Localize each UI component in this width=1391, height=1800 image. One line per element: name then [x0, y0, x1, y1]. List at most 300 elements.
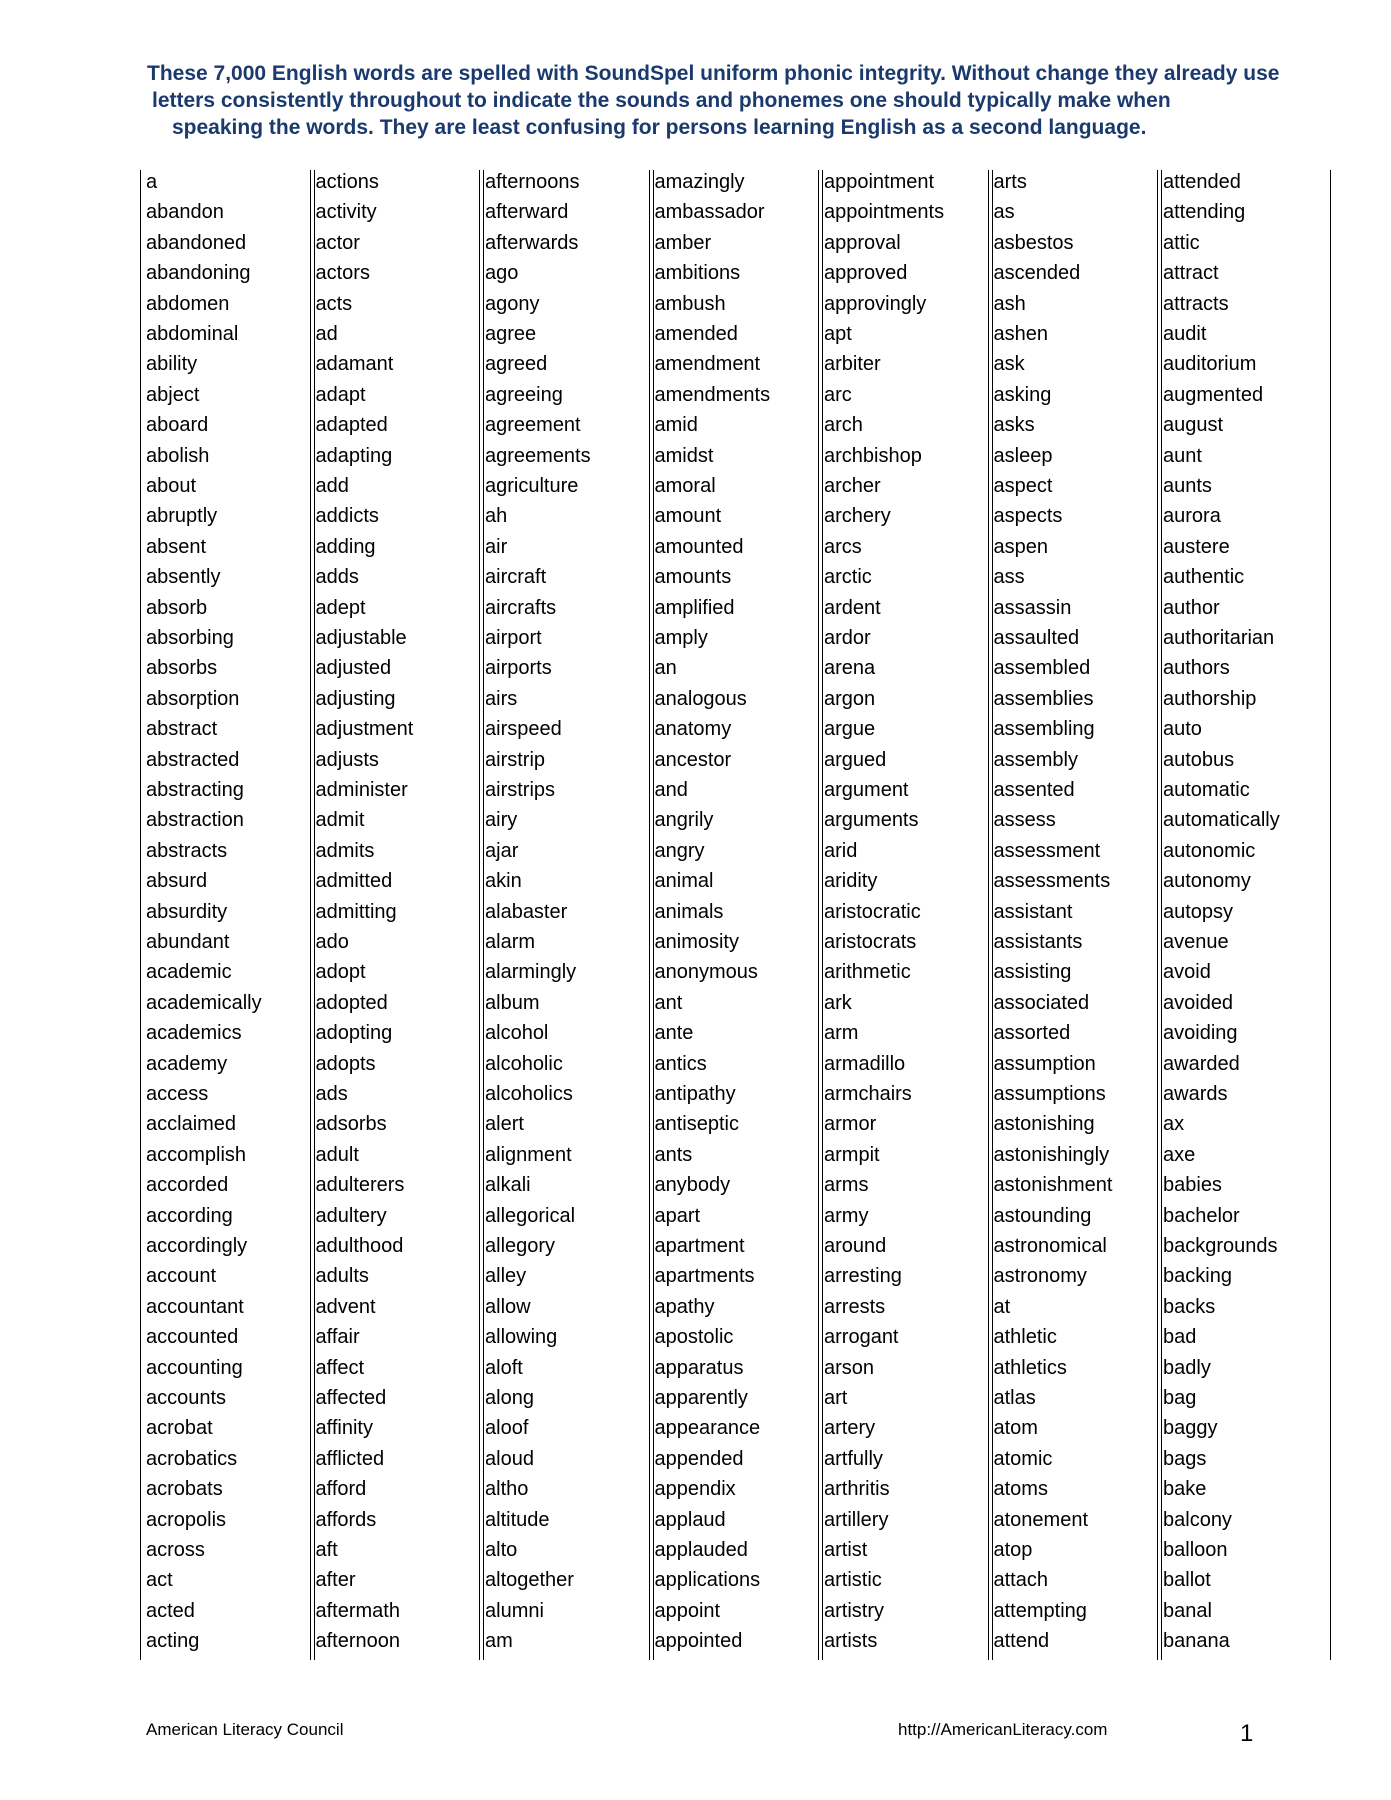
word-item: airport: [485, 627, 542, 649]
word-item: adultery: [315, 1204, 387, 1227]
word-item: amber: [654, 231, 712, 254]
word-item: alto: [485, 1539, 518, 1561]
word-item: account: [146, 1265, 217, 1288]
word-item: amplified: [654, 596, 735, 619]
word-item: absently: [146, 566, 221, 589]
word-item: babies: [1163, 1174, 1222, 1197]
word-item: ambitions: [654, 262, 741, 285]
header-line-2: letters consistently throughout to indicate the sounds and phonemes one should typically make when: [152, 89, 1171, 112]
word-item: ass: [993, 566, 1025, 589]
word-item: aloft: [485, 1356, 523, 1379]
word-item: aircraft: [485, 566, 547, 589]
word-item: armor: [824, 1113, 877, 1136]
word-item: amount: [654, 505, 722, 528]
word-item: accounts: [146, 1387, 227, 1409]
word-item: along: [485, 1387, 534, 1409]
word-column-7: [1157, 170, 1325, 1660]
word-item: automatically: [1163, 809, 1280, 832]
word-item: apartment: [654, 1235, 745, 1257]
word-item: applications: [654, 1569, 761, 1592]
word-item: assorted: [993, 1022, 1071, 1045]
word-item: academy: [146, 1052, 228, 1075]
word-item: auto: [1163, 718, 1202, 741]
word-item: apostolic: [654, 1326, 734, 1349]
word-item: assembly: [993, 748, 1078, 771]
word-item: apathy: [654, 1295, 715, 1318]
word-item: abstracts: [146, 839, 228, 862]
word-item: abolish: [146, 444, 210, 467]
word-item: artery: [824, 1417, 876, 1440]
word-item: adjusting: [315, 687, 396, 710]
word-item: attempting: [993, 1599, 1087, 1622]
word-item: armchairs: [824, 1083, 912, 1105]
word-item: adapted: [315, 414, 388, 437]
word-item: akin: [485, 870, 522, 893]
word-item: absurd: [146, 870, 208, 893]
word-item: apartments: [654, 1265, 755, 1288]
word-item: amounted: [654, 535, 744, 558]
word-item: autonomic: [1163, 839, 1256, 862]
word-item: amendments: [654, 383, 771, 406]
word-item: airstrip: [485, 748, 546, 771]
word-item: an: [654, 657, 677, 680]
word-item: abstracting: [146, 779, 244, 801]
word-item: ascended: [993, 262, 1081, 285]
word-item: afterward: [485, 201, 569, 224]
word-item: awards: [1163, 1083, 1228, 1105]
word-item: analogous: [654, 687, 747, 710]
word-item: astounding: [993, 1204, 1092, 1227]
word-item: asking: [993, 383, 1052, 406]
word-item: austere: [1163, 535, 1230, 558]
word-item: alkali: [485, 1174, 531, 1197]
word-item: antiseptic: [654, 1113, 739, 1136]
word-item: arms: [824, 1174, 869, 1197]
word-item: adjusts: [315, 748, 379, 771]
word-item: adjustment: [315, 718, 414, 741]
word-item: adopt: [315, 961, 366, 984]
word-item: afford: [315, 1478, 367, 1501]
word-item: accorded: [146, 1174, 229, 1197]
word-item: absurdity: [146, 900, 228, 923]
word-item: airy: [485, 809, 518, 832]
word-item: anonymous: [654, 961, 758, 984]
word-item: assisting: [993, 961, 1072, 984]
word-item: aristocrats: [824, 931, 917, 953]
word-item: as: [993, 201, 1015, 224]
word-item: addicts: [315, 505, 379, 528]
word-item: artistry: [824, 1599, 884, 1622]
word-item: art: [824, 1387, 848, 1409]
word-item: applauded: [654, 1539, 748, 1561]
word-item: aftermath: [315, 1599, 400, 1622]
word-item: airspeed: [485, 718, 562, 741]
word-item: actors: [315, 262, 370, 285]
footer-organization: American Literacy Council: [146, 1720, 344, 1739]
word-item: arctic: [824, 566, 872, 589]
word-item: attic: [1163, 231, 1200, 254]
word-item: archbishop: [824, 444, 922, 467]
word-item: apparatus: [654, 1356, 744, 1379]
header-line-1: These 7,000 English words are spelled with SoundSpel uniform phonic integrity. Without change they already use: [147, 62, 1280, 85]
word-item: backs: [1163, 1295, 1216, 1318]
word-item: animals: [654, 900, 724, 923]
word-item: air: [485, 535, 508, 558]
word-item: arid: [824, 839, 858, 862]
word-item: arch: [824, 414, 863, 437]
word-item: argon: [824, 687, 876, 710]
word-column-4: [649, 170, 817, 1660]
word-item: afternoon: [315, 1630, 401, 1653]
word-item: balcony: [1163, 1508, 1232, 1531]
word-item: amidst: [654, 444, 714, 467]
word-item: astronomical: [993, 1235, 1107, 1257]
word-item: banal: [1163, 1599, 1212, 1622]
word-item: antics: [654, 1052, 707, 1075]
word-item: assaulted: [993, 627, 1080, 649]
word-item: ardor: [824, 627, 871, 649]
word-item: academic: [146, 961, 232, 984]
word-item: audit: [1163, 323, 1207, 345]
column-rule: [479, 170, 484, 1660]
word-column-6: [988, 170, 1156, 1660]
word-item: adamant: [315, 353, 394, 376]
word-item: atoms: [993, 1478, 1048, 1501]
word-item: automatic: [1163, 779, 1250, 801]
word-item: abandoning: [146, 262, 251, 285]
word-item: airs: [485, 687, 518, 710]
word-item: ambush: [654, 292, 726, 315]
word-item: agreements: [485, 444, 591, 467]
word-item: adjusted: [315, 657, 392, 680]
word-item: access: [146, 1083, 209, 1105]
word-item: banana: [1163, 1630, 1230, 1653]
word-item: alcoholic: [485, 1052, 563, 1075]
word-item: airstrips: [485, 779, 556, 801]
word-item: awarded: [1163, 1052, 1240, 1075]
word-item: allow: [485, 1295, 531, 1318]
word-item: arresting: [824, 1265, 902, 1288]
word-item: arithmetic: [824, 961, 911, 984]
word-item: ask: [993, 353, 1025, 376]
word-item: appoint: [654, 1599, 721, 1622]
word-item: affinity: [315, 1417, 373, 1440]
word-item: arrests: [824, 1295, 886, 1318]
word-item: ants: [654, 1143, 693, 1166]
word-item: appointment: [824, 171, 935, 193]
word-item: admitted: [315, 870, 393, 893]
word-item: approval: [824, 231, 901, 254]
word-item: around: [824, 1235, 887, 1257]
word-item: abject: [146, 383, 200, 406]
word-item: abandon: [146, 201, 224, 224]
word-item: absorb: [146, 596, 208, 619]
word-item: bachelor: [1163, 1204, 1240, 1227]
word-item: affords: [315, 1508, 377, 1531]
word-item: album: [485, 991, 540, 1014]
word-item: agreed: [485, 353, 548, 376]
word-item: acropolis: [146, 1508, 227, 1531]
word-item: and: [654, 779, 688, 801]
word-item: admit: [315, 809, 365, 832]
word-item: absent: [146, 535, 207, 558]
word-item: ads: [315, 1083, 348, 1105]
word-item: afflicted: [315, 1447, 385, 1470]
word-item: activity: [315, 201, 377, 224]
word-item: am: [485, 1630, 513, 1653]
word-item: associated: [993, 991, 1090, 1014]
word-item: acts: [315, 292, 353, 315]
word-item: adsorbs: [315, 1113, 387, 1136]
word-item: ancestor: [654, 748, 732, 771]
word-item: afternoons: [485, 171, 580, 193]
word-item: ability: [146, 353, 198, 376]
word-item: assumption: [993, 1052, 1096, 1075]
word-item: amendment: [654, 353, 761, 376]
word-item: adept: [315, 596, 366, 619]
column-rule: [649, 170, 654, 1660]
word-item: accordingly: [146, 1235, 248, 1257]
word-item: at: [993, 1295, 1011, 1318]
word-item: academically: [146, 991, 262, 1014]
word-item: accounted: [146, 1326, 239, 1349]
word-item: alabaster: [485, 900, 568, 923]
word-item: attract: [1163, 262, 1219, 285]
column-rule: [310, 170, 315, 1660]
word-item: argue: [824, 718, 876, 741]
word-item: alarm: [485, 931, 536, 953]
word-columns: [140, 170, 1330, 1660]
column-rule: [988, 170, 993, 1660]
word-item: acting: [146, 1630, 200, 1653]
word-item: allegory: [485, 1235, 556, 1257]
word-item: administer: [315, 779, 408, 801]
page-number: 1: [1240, 1720, 1254, 1747]
word-item: arts: [993, 171, 1027, 193]
word-item: agriculture: [485, 475, 579, 497]
word-item: ad: [315, 323, 338, 345]
word-item: archer: [824, 475, 881, 497]
word-item: amazingly: [654, 171, 745, 193]
word-item: arbiter: [824, 353, 881, 376]
word-item: altho: [485, 1478, 529, 1501]
word-item: axe: [1163, 1143, 1196, 1166]
word-item: abstraction: [146, 809, 244, 832]
word-item: aunts: [1163, 475, 1212, 497]
word-item: astonishingly: [993, 1143, 1110, 1166]
word-item: amounts: [654, 566, 732, 589]
word-item: authors: [1163, 657, 1230, 680]
word-item: arson: [824, 1356, 875, 1379]
word-item: auditorium: [1163, 353, 1257, 376]
word-item: ballot: [1163, 1569, 1211, 1592]
word-item: athletics: [993, 1356, 1067, 1379]
word-item: ado: [315, 931, 349, 953]
word-item: animal: [654, 870, 714, 893]
word-item: aridity: [824, 870, 878, 893]
word-item: assistants: [993, 931, 1083, 953]
word-item: adulterers: [315, 1174, 405, 1197]
word-item: astonishing: [993, 1113, 1095, 1136]
word-item: baggy: [1163, 1417, 1218, 1440]
word-item: arc: [824, 383, 852, 406]
word-item: allegorical: [485, 1204, 576, 1227]
word-item: authorship: [1163, 687, 1257, 710]
word-item: acrobats: [146, 1478, 223, 1501]
word-item: academics: [146, 1022, 242, 1045]
word-item: applaud: [654, 1508, 726, 1531]
word-column-3: [479, 170, 647, 1660]
word-item: across: [146, 1539, 205, 1561]
word-item: abstract: [146, 718, 218, 741]
word-item: apt: [824, 323, 852, 345]
column-rule: [1157, 170, 1162, 1660]
word-item: argued: [824, 748, 887, 771]
word-item: avoiding: [1163, 1022, 1238, 1045]
word-item: acted: [146, 1599, 195, 1622]
word-item: assessments: [993, 870, 1111, 893]
word-item: astonishment: [993, 1174, 1113, 1197]
word-item: admitting: [315, 900, 397, 923]
word-item: aspects: [993, 505, 1063, 528]
word-item: ashen: [993, 323, 1048, 345]
word-item: agreement: [485, 414, 581, 437]
word-item: ago: [485, 262, 519, 285]
word-item: absorption: [146, 687, 240, 710]
word-item: alumni: [485, 1599, 544, 1622]
word-item: about: [146, 475, 197, 497]
word-item: arm: [824, 1022, 859, 1045]
word-item: atop: [993, 1539, 1033, 1561]
word-item: arcs: [824, 535, 862, 558]
word-item: amoral: [654, 475, 716, 497]
word-item: animosity: [654, 931, 739, 953]
word-item: adopting: [315, 1022, 393, 1045]
word-item: admits: [315, 839, 375, 862]
word-item: badly: [1163, 1356, 1211, 1379]
word-item: add: [315, 475, 349, 497]
word-item: asleep: [993, 444, 1053, 467]
word-item: after: [315, 1569, 356, 1592]
word-item: athletic: [993, 1326, 1057, 1349]
word-item: approvingly: [824, 292, 927, 315]
word-item: affected: [315, 1387, 387, 1409]
word-item: artistic: [824, 1569, 882, 1592]
word-item: accomplish: [146, 1143, 247, 1166]
word-item: acrobat: [146, 1417, 213, 1440]
word-item: aft: [315, 1539, 338, 1561]
word-item: artillery: [824, 1508, 889, 1531]
word-item: assembled: [993, 657, 1091, 680]
word-item: ah: [485, 505, 508, 528]
word-item: astronomy: [993, 1265, 1087, 1288]
word-item: aircrafts: [485, 596, 557, 619]
word-item: adapting: [315, 444, 393, 467]
word-item: adopted: [315, 991, 388, 1014]
word-item: arguments: [824, 809, 919, 832]
word-item: ardent: [824, 596, 881, 619]
word-item: angry: [654, 839, 705, 862]
word-item: agreeing: [485, 383, 563, 406]
footer-url: http://AmericanLiteracy.com: [898, 1720, 1108, 1739]
word-item: artfully: [824, 1447, 883, 1470]
word-item: assumptions: [993, 1083, 1106, 1105]
word-item: acrobatics: [146, 1447, 238, 1470]
word-item: atomic: [993, 1447, 1053, 1470]
word-item: according: [146, 1204, 233, 1227]
word-item: appointed: [654, 1630, 743, 1653]
word-item: apart: [654, 1204, 701, 1227]
word-item: ark: [824, 991, 852, 1014]
word-item: artists: [824, 1630, 878, 1653]
word-item: attend: [993, 1630, 1050, 1653]
word-item: bags: [1163, 1447, 1207, 1470]
word-item: aunt: [1163, 444, 1202, 467]
header-text: [130, 60, 1370, 141]
header-line-3: speaking the words. They are least confusing for persons learning English as a second language.: [172, 116, 1147, 139]
word-item: adding: [315, 535, 376, 558]
word-item: backing: [1163, 1265, 1232, 1288]
word-item: assented: [993, 779, 1075, 801]
word-item: autonomy: [1163, 870, 1251, 893]
word-item: assistant: [993, 900, 1073, 923]
word-item: accounting: [146, 1356, 243, 1379]
word-item: ante: [654, 1022, 694, 1045]
word-column-1: [140, 170, 308, 1660]
word-item: ajar: [485, 839, 519, 862]
word-item: avenue: [1163, 931, 1229, 953]
word-item: appendix: [654, 1478, 736, 1501]
word-item: ash: [993, 292, 1026, 315]
word-item: absorbs: [146, 657, 218, 680]
word-item: aboard: [146, 414, 209, 437]
word-item: advent: [315, 1295, 376, 1318]
word-item: alcohol: [485, 1022, 549, 1045]
word-item: augmented: [1163, 383, 1264, 406]
word-item: appointments: [824, 201, 945, 224]
word-item: ambassador: [654, 201, 765, 224]
word-item: affair: [315, 1326, 360, 1349]
word-item: acclaimed: [146, 1113, 237, 1136]
word-item: approved: [824, 262, 908, 285]
word-item: assemblies: [993, 687, 1094, 710]
word-item: asks: [993, 414, 1035, 437]
word-item: abundant: [146, 931, 230, 953]
word-item: amended: [654, 323, 738, 345]
word-item: autobus: [1163, 748, 1235, 771]
word-item: alcoholics: [485, 1083, 573, 1105]
word-item: assassin: [993, 596, 1072, 619]
word-item: argument: [824, 779, 909, 801]
word-item: august: [1163, 414, 1224, 437]
word-item: bake: [1163, 1478, 1207, 1501]
word-item: ant: [654, 991, 683, 1014]
word-item: absorbing: [146, 627, 234, 649]
word-item: ax: [1163, 1113, 1185, 1136]
word-item: aristocratic: [824, 900, 921, 923]
word-item: a: [146, 171, 158, 193]
word-item: agony: [485, 292, 540, 315]
word-item: anybody: [654, 1174, 731, 1197]
word-item: armadillo: [824, 1052, 906, 1075]
word-item: appended: [654, 1447, 744, 1470]
word-item: aspen: [993, 535, 1048, 558]
word-item: alert: [485, 1113, 524, 1136]
word-item: attracts: [1163, 292, 1229, 315]
word-item: appearance: [654, 1417, 761, 1440]
word-item: adopts: [315, 1052, 376, 1075]
word-item: affect: [315, 1356, 365, 1379]
